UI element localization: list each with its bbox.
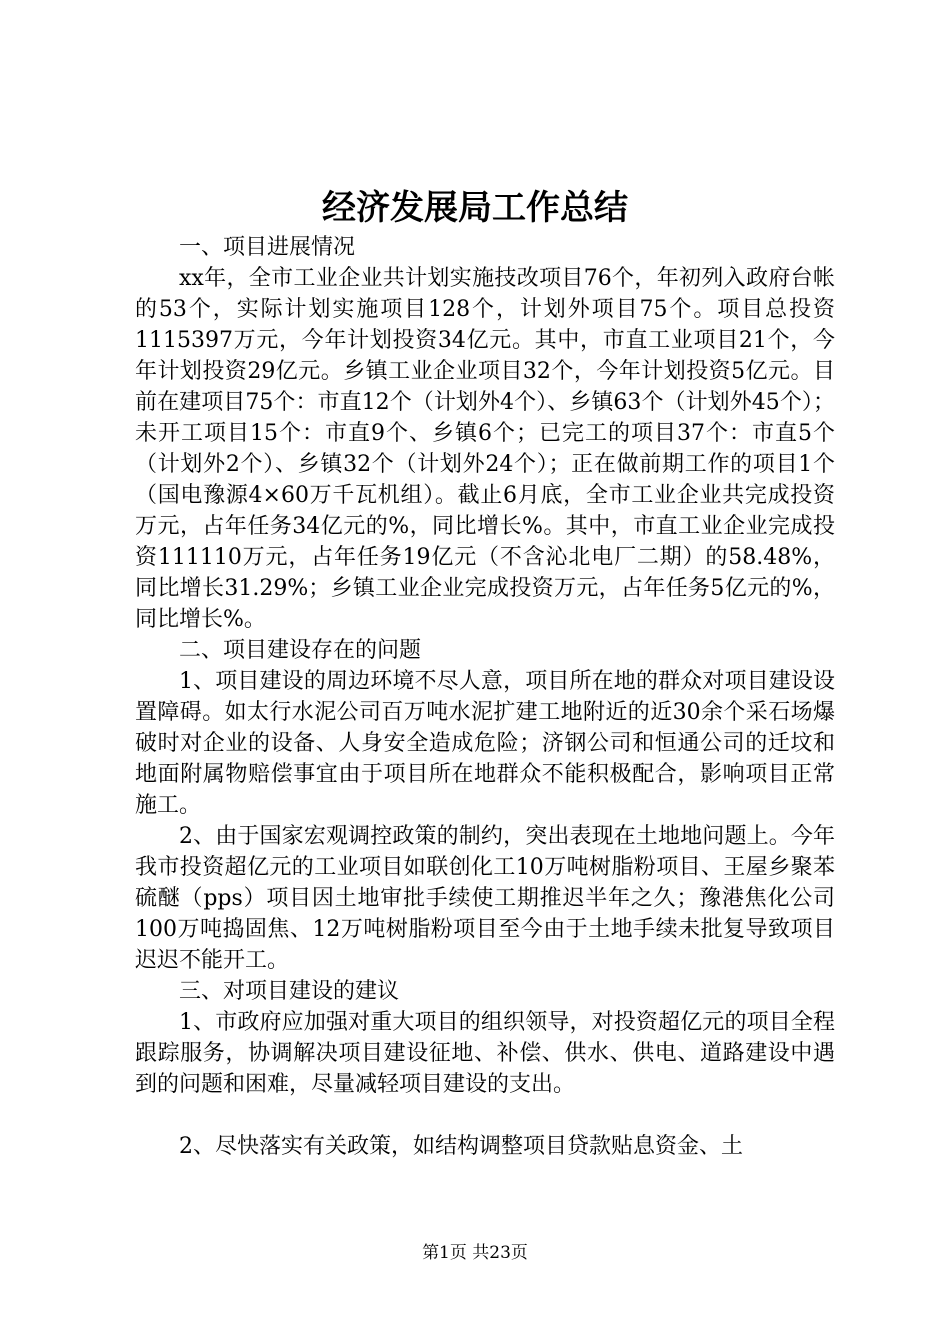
section-heading-problems: 二、项目建设存在的问题 [179, 638, 422, 663]
page-footer: 第1页 共23页 [422, 1243, 528, 1263]
section-heading-suggestions: 三、对项目建设的建议 [179, 979, 400, 1004]
paragraph-progress-details: xx年，全市工业企业共计划实施技改项目76个，年初列入政府台帐的53个，实际计划实施项目128个，计划外项目75个。项目总投资1115397万元，今年计划投资34亿元。其中，市直工业项目21个，今年计划投资29亿元。乡镇工业企业项目32个，今年计划投资5亿元。目前在建项目75个：市直12个（计划外4个）、乡镇63个（计划外45个）；未开工项目15个：市直9个、乡镇6个；已完工的项目37个：市直5个（计划外2个）、乡镇32个（计划外24个）；正在做前期工作的项目1个（国电豫源4×60万千瓦机组）。截止6月底，全市工业企业共完成投资万元，占年任务34亿元的%，同比增长%。其中，市直工业企业完成投资111110万元，占年任务19亿元（不含沁北电厂二期）的58.48%，同比增长31.29%；乡镇工业企业完成投资万元，占年任务5亿元的%，同比增长%。 [135, 266, 835, 632]
paragraph-suggestion-2: 2、尽快落实有关政策，如结构调整项目贷款贴息资金、土 [179, 1134, 743, 1159]
document-title: 经济发展局工作总结 [322, 188, 628, 228]
document-body [135, 232, 835, 1162]
paragraph-problem-1: 1、项目建设的周边环境不尽人意，项目所在地的群众对项目建设设置障碍。如太行水泥公司百万吨水泥扩建工地附近的近30余个采石场爆破时对企业的设备、人身安全造成危险；济钢公司和恒通公司的迁坟和地面附属物赔偿事宜由于项目所在地群众不能积极配合，影响项目正常施工。 [135, 669, 835, 818]
paragraph-problem-2: 2、由于国家宏观调控政策的制约，突出表现在土地地问题上。今年我市投资超亿元的工业项目如联创化工10万吨树脂粉项目、王屋乡聚苯硫醚（pps）项目因土地审批手续使工期推迟半年之久；豫港焦化公司100万吨捣固焦、12万吨树脂粉项目至今由于土地手续未批复导致项目迟迟不能开工。 [135, 824, 835, 973]
paragraph-suggestion-1: 1、市政府应加强对重大项目的组织领导，对投资超亿元的项目全程跟踪服务，协调解决项目建设征地、补偿、供水、供电、道路建设中遇到的问题和困难，尽量减轻项目建设的支出。 [135, 1010, 835, 1097]
section-heading-progress: 一、项目进展情况 [179, 235, 356, 260]
